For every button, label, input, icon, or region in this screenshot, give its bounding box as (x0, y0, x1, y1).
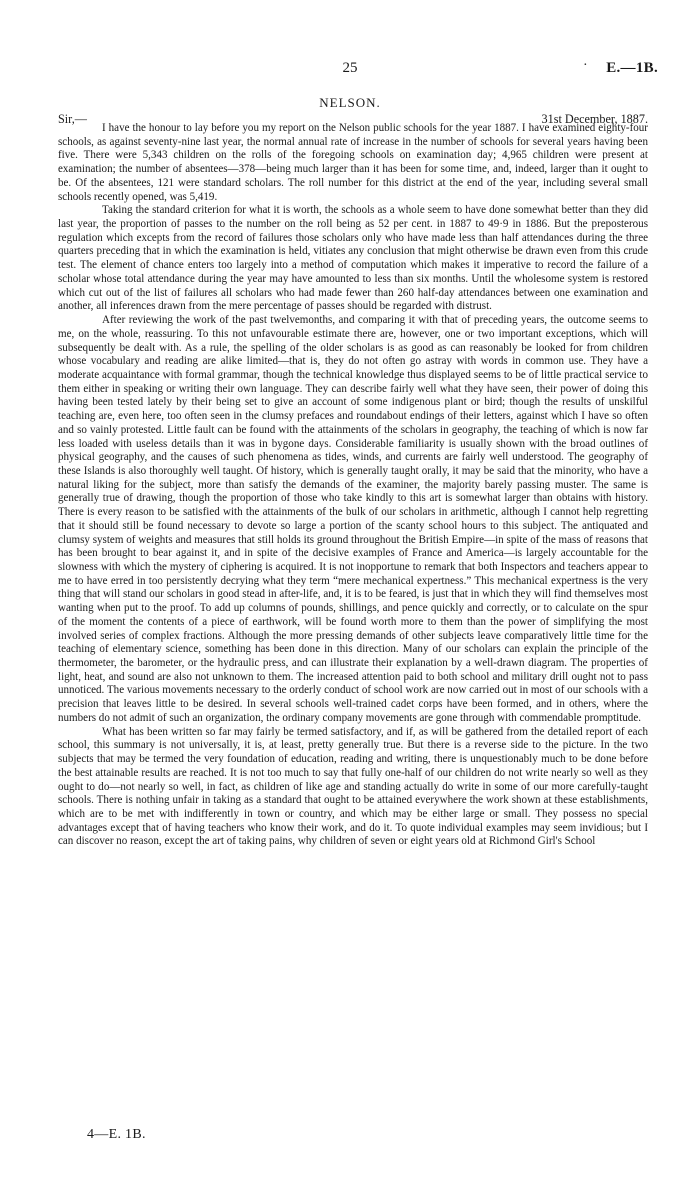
page-number: 25 (342, 60, 358, 76)
paragraph-1: I have the honour to lay before you my report on the Nelson public schools for the year 1887. I have examined eighty-four schools, as against seventy-nine last year, the normal annual rate of increase in the number of schools for several years having been five. There were 5,343 children on the rolls of the foregoing schools on examination day; 4,965 children were present at examination; the number of absentees—378—being much larger than it has been for some time, and, indeed, larger than it ought to be. Of the absentees, 121 were standard scholars. The roll number for this district at the end of the year, including several small schools recently opened, was 5,419. (58, 122, 648, 203)
paragraph-2: Taking the standard criterion for what it is worth, the schools as a whole seem to have done somewhat better than they did last year, the proportion of passes to the number on the roll being as 52 per cent. in 1887 to 49·9 in 1886. But the preposterous regulation which excepts from the record of failures those scholars only who have made less than half attendances during the three quarters preceding that in which the examination is held, vitiates any conclusion that might otherwise be drawn even from this crude test. The element of chance enters too largely into a method of computation which makes it imperative to record the failure of a scholar whose total attendance during the year may have amounted to less than six months. Until the wholesome system is restored which cut out of the list of failures all scholars who had made fewer than 260 half-day attendances between one examination and another, all inferences drawn from the mere percentage of passes should be regarded with distrust. (58, 204, 648, 313)
report-body (58, 122, 648, 849)
salutation: Sir,— (58, 112, 87, 126)
sheet-signature: 4—E. 1B. (87, 1127, 146, 1142)
letter-date: 31st December, 1887. (541, 112, 648, 126)
paragraph-3: After reviewing the work of the past twelvemonths, and comparing it with that of preceding years, the outcome seems to me, on the whole, reassuring. To this not unfavourable estimate there are, however, one or two important exceptions, which will subsequently be dealt with. As a rule, the spelling of the older scholars is as good as can reasonably be looked for from children whose vocabulary and reading are alike limited—that is, they do not often go astray with words in common use. They have a moderate acquaintance with formal grammar, though the technical knowledge thus displayed seems to be of little practical service to them either in speaking or writing their own language. They can describe fairly well what they have seen, their power of doing this having been tested lately by their being set to give an account of some indigenous plant or bird; though the results of unskilful teaching are, even here, too often seen in the clumsy prefaces and roundabout endings of their letters, against which I have so often and so vainly protested. Little fault can be found with the attainments of the scholars in geography, the teaching of which is now far less loaded with useless details than it was in bygone days. Considerable familiarity is usually shown with the broad outlines of physical geography, and the causes of such phenomena as tides, winds, and currents are fairly well understood. The geography of these Islands is also thoroughly well taught. Of history, which is generally taught orally, it may be said that the minority, who have a natural liking for the subject, more than satisfy the demands of the examiner, the majority barely passing muster. The same is generally true of drawing, though the proportion of those who take kindly to this art is somewhat larger than obtains with history. There is every reason to be satisfied with the attainments of the bulk of our scholars in arithmetic, although I cannot help regretting that it should still be found necessary to devote so large a portion of the scanty school hours to this subject. The antiquated and clumsy system of weights and measures that still holds its ground throughout the British Empire—in spite of the mass of reasons that has been brought to bear against it, and in spite of the decisive examples of France and America—is largely accountable for the slowness with which the mystery of ciphering is acquired. It is not inopportune to remark that both Inspectors and teachers appear to me to have erred in too persistently decrying what they term “mere mechanical expertness.” This mechanical expertness is the very thing that will stand our scholars in good stead in after-life, and, it is to be feared, is just that in which they will find themselves most wanting when put to the proof. To add up columns of pounds, shillings, and pence quickly and correctly, or to calculate on the spur of the moment the contents of a piece of earthwork, will be found worth more to them than the power of simplifying the most involved series of complex fractions. Although the more pressing demands of other subjects leave comparatively little time for the teaching of elementary science, something has been done in this direction. Many of our scholars can explain the principle of the thermometer, the barometer, or the hydraulic press, and can illustrate their explanation by a well-drawn diagram. The properties of light, heat, and sound are also not unknown to them. The increased attention paid to both school and military drill ought not to pass unnoticed. The various movements necessary to the orderly conduct of school work are now carried out in most of our schools with a precision that leaves little to be desired. In several schools well-trained cadet corps have been formed, and in others, where the numbers do not admit of such an organization, the ordinary company movements are gone through with commendable promptitude. (58, 314, 648, 724)
header-dot: · (583, 58, 588, 73)
paragraph-4: What has been written so far may fairly be termed satisfactory, and if, as will be gathered from the detailed report of each school, this summary is not universally, it is, at least, pretty generally true. But there is a reverse side to the picture. In the two subjects that may be termed the very foundation of education, reading and writing, there is unquestionably much to be done before the best attainable results are reached. It is not too much to say that fully one-half of our children do not write nearly so well as they ought to do—not nearly so well, in fact, as children of like age and standing actually do write in some of our more carefully-taught schools. There is nothing unfair in taking as a standard that ought to be attained everywhere the work shown at these establishments, which are to be met with indifferently in town or country, and which may be either large or small. They possess no special advantages except that of having teachers who know their work, and do it. To quote individual examples may seem invidious; but I can discover no reason, except the art of taking pains, why children of seven or eight years old at Richmond Girl's School (58, 725, 648, 848)
document-reference: E.—1B. (606, 60, 658, 76)
report-title: NELSON. (319, 95, 381, 110)
